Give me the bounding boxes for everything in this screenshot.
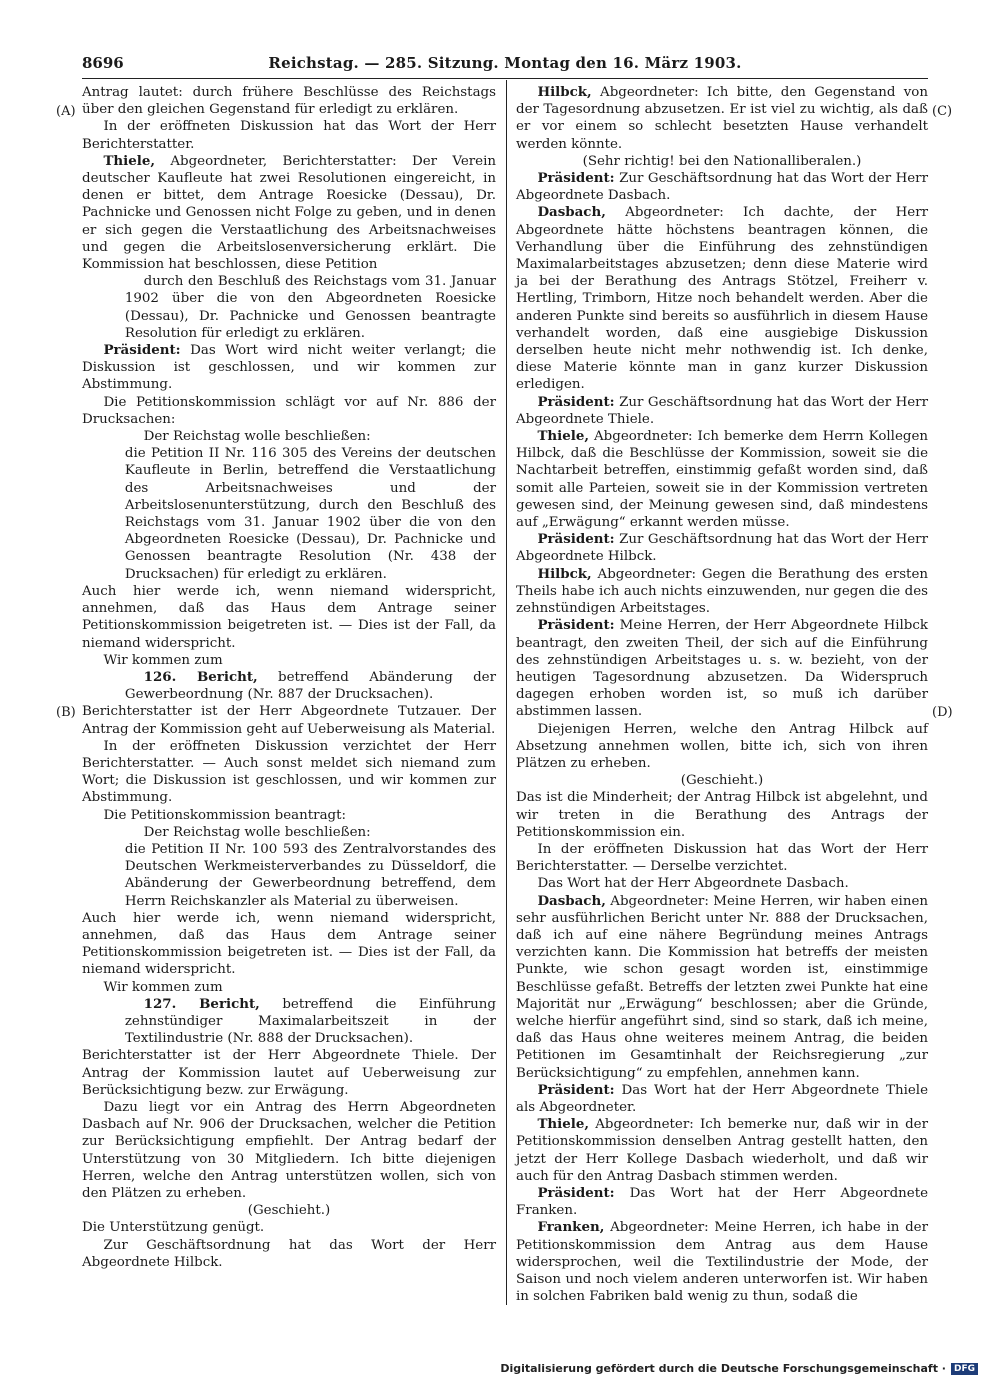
speaker-name: Präsident:	[537, 531, 615, 548]
paragraph	[516, 789, 928, 841]
paragraph-text: Berichterstatter ist der Herr Abgeordnete Tutzauer. Der Antrag der Kommission geht auf Ueberweisung als Material.	[82, 704, 496, 737]
paragraph-text: Zur Geschäftsordnung hat das Wort der Herr Abgeordnete Hilbck.	[516, 532, 928, 565]
speaker-name: 127. Bericht,	[143, 995, 260, 1012]
paragraph-text: Abgeordneter: Ich bemerke nur, daß wir in der Petitionskommission denselben Antrag gestellt hatten, den jetzt der Herr Kollege Dasbach wiederholt, und daß wir auch für den Antrag Dasbach stimmen werden.	[516, 1117, 928, 1184]
dfg-logo: DFG	[951, 1363, 978, 1375]
speaker-name: Präsident:	[537, 170, 615, 187]
paragraph-text: die Petition II Nr. 100 593 des Zentralvorstandes des Deutschen Werkmeisterverbandes zu Düsseldorf, die Abänderung der Gewerbeordnung betreffend, dem Herrn Reichskanzler als Material zu überweisen.	[124, 841, 496, 909]
paragraph	[82, 84, 496, 118]
paragraph	[516, 394, 928, 428]
paragraph	[125, 428, 496, 445]
paragraph-text: Das Wort hat der Herr Abgeordnete Thiele als Abgeordneter.	[516, 1082, 928, 1115]
paragraph	[125, 273, 496, 342]
speaker-name: Präsident:	[537, 1081, 615, 1098]
paragraph-text: Diejenigen Herren, welche den Antrag Hilbck auf Absetzung annehmen wollen, bitte ich, sich von ihren Plätzen zu erheben.	[516, 721, 928, 771]
footer-credit: Digitalisierung gefördert durch die Deutsche Forschungsgemeinschaft ·	[500, 1362, 946, 1375]
paragraph-text: Berichterstatter ist der Herr Abgeordnete Thiele. Der Antrag der Kommission lautet auf Ueberweisung zur Berücksichtigung bezw. zur Erwägung.	[82, 1048, 496, 1098]
paragraph-text: die Petition II Nr. 116 305 des Vereins der deutschen Kaufleute in Berlin, betreffend die Verstaatlichung des Arbeitsnachweises und der Arbeitslosenunterstützung, durch den Beschluß des Reichstags vom 31. Januar 1902 über die von den Abgeordneten Roesicke (Dessau), Dr. Pachnicke und Genossen beantragte Resolution (Nr. 438 der Drucksachen) für erledigt zu erklären.	[124, 446, 496, 582]
paragraph	[516, 841, 928, 875]
paragraph	[125, 841, 496, 910]
speaker-name: Thiele,	[537, 428, 590, 445]
paragraph	[516, 1185, 928, 1219]
paragraph-text: Die Unterstützung genügt.	[82, 1220, 265, 1236]
paragraph-text: Abgeordneter: Gegen die Berathung des ersten Theils habe ich auch nichts einzuwenden, nur gegen die des zehnstündigen Arbeitstages.	[516, 566, 928, 617]
paragraph-text: Auch hier werde ich, wenn niemand widerspricht, annehmen, daß das Haus dem Antrage seiner Petitionskommission beigetreten ist. — Dies ist der Fall, da niemand widerspricht.	[82, 583, 496, 651]
paragraph	[82, 118, 496, 152]
paragraph	[82, 1219, 496, 1236]
paragraph-text: Wir kommen zum	[103, 979, 223, 995]
paragraph-text: Abgeordneter: Meine Herren, ich habe in der Petitionskommission dem Antrag aus dem Hause widersprochen, weil die Textilindustrie der Mode, der Saison und noch vielem anderen unterworfen ist. Wir haben in solchen Fabriken bald wenig zu thun, sodaß die	[516, 1220, 928, 1305]
paragraph-text: Der Reichstag wolle beschließen:	[143, 429, 371, 445]
paragraph	[82, 342, 496, 394]
paragraph	[82, 1099, 496, 1202]
header-rule	[82, 78, 928, 79]
paragraph-text: Das Wort wird nicht weiter verlangt; die Diskussion ist geschlossen, und wir kommen zur Abstimmung.	[82, 343, 496, 393]
paragraph-text: Dazu liegt vor ein Antrag des Herrn Abgeordneten Dasbach auf Nr. 906 der Drucksachen, welcher die Petition zur Berücksichtigung empfiehlt. Der Antrag bedarf der Unterstützung von 30 Mitgliedern. Ich bitte diejenigen Herren, welche den Antrag unterstützen wollen, sich von den Plätzen zu erheben.	[82, 1099, 496, 1201]
speaker-name: Präsident:	[103, 342, 181, 359]
paragraph-text: betreffend Abänderung der Gewerbeordnung (Nr. 887 der Drucksachen).	[124, 669, 496, 703]
paragraph	[82, 1047, 496, 1099]
paragraph	[82, 910, 496, 979]
paragraph-text: Abgeordneter: Ich bitte, den Gegenstand von der Tagesordnung abzusetzen. Er ist viel zu wichtig, als daß er vor einem so schlecht besetzten Hause verhandelt werden könnte.	[516, 85, 928, 152]
paragraph-text: Abgeordneter: Ich dachte, der Herr Abgeordnete hätte höchstens beantragen können, die Verhandlung über die Einführung des zehnstündigen Maximalarbeitstages abzusetzen; denn diese Materie wird ja bei der Berathung des Antrags Stötzel, Freiherr v. Hertling, Trimborn, Hitze noch behandelt werden. Aber die anderen Punkte sind bereits so ausführlich in diesem Hause verhandelt worden, daß eine ausgiebige Diskussion derselben heute nicht mehr nothwendig ist. Ich denke, diese Materie könnte man in ganz kurzer Diskussion erledigen.	[516, 205, 928, 393]
paragraph-text: Abgeordneter: Meine Herren, wir haben einen sehr ausführlichen Bericht unter Nr. 888 der Drucksachen, daß ich auf eine nähere Begründung meines Antrags verzichten kann. Die Kommission hat betreffs der meisten Punkte, wie schon gesagt worden ist, einstimmige Beschlüsse gefaßt. Betreffs der letzten zwei Punkte hat eine Majorität nur „Erwägung“ beschlossen; aber die Gründe, welche hierfür angeführt sind, sind so stark, daß ich meine, daß das Haus ohne weiteres meinem Antrag, die beiden Petitionen im Gesamtinhalt der Reichsregierung „zur Berücksichtigung“ zu empfehlen, annehmen kann.	[516, 893, 928, 1081]
right-column	[516, 84, 928, 1305]
footer	[500, 1362, 978, 1375]
paragraph	[516, 170, 928, 204]
paragraph-text: Das Wort hat der Herr Abgeordnete Dasbach.	[537, 876, 849, 892]
page-header	[82, 52, 928, 78]
paragraph-text: Die Petitionskommission beantragt:	[103, 807, 347, 823]
speaker-name: Thiele,	[537, 1116, 590, 1133]
paragraph	[516, 531, 928, 565]
paragraph	[82, 738, 496, 807]
paragraph-text: Das ist die Minderheit; der Antrag Hilbck ist abgelehnt, und wir treten in die Berathung des Antrags der Petitionskommission ein.	[516, 790, 928, 840]
paragraph	[82, 394, 496, 428]
page-number: 8696	[82, 54, 124, 72]
paragraph	[516, 1219, 928, 1305]
paragraph-text: In der eröffneten Diskussion verzichtet der Herr Berichterstatter. — Auch sonst meldet sich niemand zum Wort; die Diskussion ist geschlossen, und wir kommen zur Abstimmung.	[82, 738, 496, 806]
paragraph-text: (Sehr richtig! bei den Nationalliberalen.)	[582, 153, 862, 169]
running-head: Reichstag. — 285. Sitzung. Montag den 16. März 1903.	[268, 54, 742, 72]
paragraph-text: Antrag lautet: durch frühere Beschlüsse des Reichstags über den gleichen Gegenstand für erledigt zu erklären.	[82, 85, 496, 118]
margin-mark-a: (A)	[56, 104, 76, 119]
speaker-name: Hilbck,	[537, 84, 592, 100]
paragraph	[516, 153, 928, 170]
speaker-name: Dasbach,	[537, 204, 606, 221]
margin-mark-d: (D)	[932, 705, 953, 720]
paragraph	[82, 583, 496, 652]
paragraph	[516, 617, 928, 720]
paragraph-text: Meine Herren, der Herr Abgeordnete Hilbck beantragt, den zweiten Theil, der sich auf die Einführung des zehnstündigen Arbeitstages u. s. w. bezieht, von der heutigen Tagesordnung abzusetzen. Da Widerspruch dagegen erhoben worden ist, so muß ich darüber abstimmen lassen.	[516, 618, 928, 720]
paragraph-text: Abgeordneter: Ich bemerke dem Herrn Kollegen Hilbck, daß die Beschlüsse der Kommission, soweit sie die Nachtarbeit betreffen, einstimmig gefaßt worden sind, daß somit alle Parteien, soweit sie in der Kommission vertreten gewesen sind, der Meinung gewesen sind, daß mindestens auf „Erwägung“ erkannt werden müsse.	[516, 429, 928, 531]
paragraph-text: Die Petitionskommission schlägt vor auf Nr. 886 der Drucksachen:	[82, 394, 496, 427]
paragraph	[516, 428, 928, 531]
margin-mark-b: (B)	[56, 705, 76, 720]
paragraph	[516, 875, 928, 892]
paragraph-text: Der Reichstag wolle beschließen:	[143, 824, 371, 840]
paragraph	[516, 1116, 928, 1185]
paragraph-text: durch den Beschluß des Reichstags vom 31. Januar 1902 über die von den Abgeordneten Roesicke (Dessau), Dr. Pachnicke und Genossen beantragte Resolution für erledigt zu erklären.	[124, 274, 496, 341]
speaker-name: Präsident:	[537, 1185, 615, 1201]
margin-mark-c: (C)	[932, 104, 953, 119]
paragraph	[82, 652, 496, 669]
paragraph-text: Auch hier werde ich, wenn niemand widerspricht, annehmen, daß das Haus dem Antrage seiner Petitionskommission beigetreten ist. — Dies ist der Fall, da niemand widerspricht.	[82, 910, 496, 978]
paragraph	[82, 807, 496, 824]
speaker-name: Dasbach,	[537, 892, 606, 909]
speaker-name: Franken,	[537, 1219, 605, 1236]
paragraph	[516, 1082, 928, 1116]
paragraph-text: Zur Geschäftsordnung hat das Wort der Herr Abgeordnete Thiele.	[516, 394, 928, 427]
paragraph-text: In der eröffneten Diskussion hat das Wort der Herr Berichterstatter. — Derselbe verzichtet.	[516, 841, 928, 875]
paragraph	[516, 772, 928, 789]
paragraph	[516, 721, 928, 773]
paragraph	[125, 996, 496, 1048]
paragraph	[82, 1237, 496, 1271]
paragraph-text: Zur Geschäftsordnung hat das Wort der Herr Abgeordnete Hilbck.	[82, 1237, 496, 1270]
speaker-name: Präsident:	[537, 617, 615, 634]
paragraph	[82, 979, 496, 996]
paragraph	[82, 1202, 496, 1219]
paragraph	[82, 703, 496, 737]
column-divider	[506, 80, 507, 1305]
speaker-name: Thiele,	[103, 152, 156, 169]
paragraph-text: (Geschieht.)	[247, 1203, 331, 1219]
paragraph-text: In der eröffneten Diskussion hat das Wort der Herr Berichterstatter.	[82, 119, 496, 152]
paragraph-text: betreffend die Einführung zehnstündiger Maximalarbeitszeit in der Textilindustrie (Nr. 888 der Drucksachen).	[124, 996, 496, 1047]
speaker-name: Hilbck,	[537, 565, 592, 582]
paragraph-text: Zur Geschäftsordnung hat das Wort der Herr Abgeordnete Dasbach.	[516, 171, 928, 204]
paragraph	[516, 204, 928, 393]
paragraph	[125, 445, 496, 583]
paragraph-text: (Geschieht.)	[680, 773, 764, 789]
paragraph	[516, 893, 928, 1082]
paragraph	[82, 153, 496, 273]
paragraph-text: Das Wort hat der Herr Abgeordnete Franken.	[516, 1186, 928, 1219]
speaker-name: 126. Bericht,	[143, 668, 258, 685]
paragraph	[516, 566, 928, 618]
paragraph	[125, 669, 496, 703]
paragraph	[125, 824, 496, 841]
paragraph-text: Abgeordneter, Berichterstatter: Der Verein deutscher Kaufleute hat zwei Resolutionen eingereicht, in denen er bittet, dem Antrage Roesicke (Dessau), Dr. Pachnicke und Genossen nicht Folge zu geben, und in denen er sich gegen die Verstaatlichung des Arbeitsnachweises und gegen die Arbeitslosenversicherung erklärt. Die Kommission hat beschlossen, diese Petition	[82, 153, 496, 273]
paragraph-text: Wir kommen zum	[103, 652, 223, 668]
left-column	[82, 84, 496, 1271]
paragraph	[516, 84, 928, 153]
speaker-name: Präsident:	[537, 393, 615, 410]
